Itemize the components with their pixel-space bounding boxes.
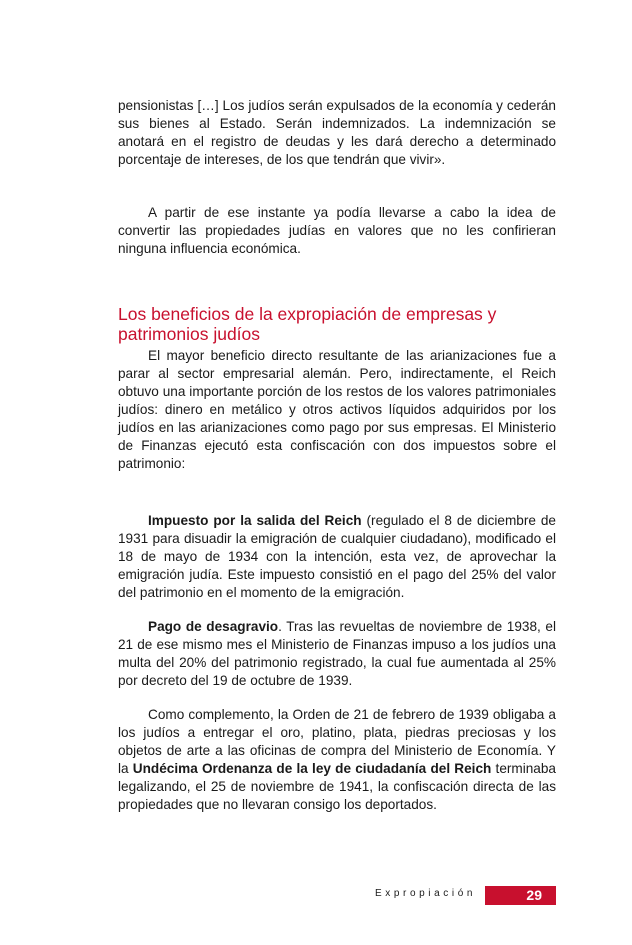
paragraph-conversion: A partir de ese instante ya podía llevarse a cabo la idea de convertir las propiedades judías en valores que no les confirieran ninguna influencia económica. [118,205,556,256]
page-number-badge [485,886,556,905]
paragraph-complement [118,706,556,814]
paragraph-benefits: El mayor beneficio directo resultante de las arianizaciones fue a parar al sector empresarial alemán. Pero, indirectamente, el Reich obtuvo una importante porción de los restos de los valores patrimoniales judíos: dinero en metálico y otros activos líquidos adquiridos por los judíos en las arianizaciones como pago por sus empresas. El Ministerio de Finanzas ejecutó esta confiscación con dos impuestos sobre el patrimonio: [118,348,556,471]
term-eleventh-ordinance: Undécima Ordenanza de la ley de ciudadanía del Reich [132,761,492,776]
page-number: 29 [526,887,542,903]
section-heading: Los beneficios de la expropiación de empresas y patrimonios judíos [118,304,497,344]
paragraph-quote-end: pensionistas […] Los judíos serán expulsados de la economía y cederán sus bienes al Estado. Serán indemnizados. La indemnización se anotará en el registro de deudas y les dará derecho a determinado porcentaje de intereses, de los que tendrán que vivir». [118,98,556,167]
paragraph-atonement-payment [118,618,556,690]
term-atonement-payment: Pago de desagravio [148,619,279,634]
paragraph-text: terminaba legalizando, el 25 de noviembre de 1941, la confiscación directa de las propiedades que no llevaran consigo los deportados. [118,761,556,812]
paragraph-text: . Tras las revueltas de noviembre de 1938, el 21 de ese mismo mes el Ministerio de Finanzas impuso a los judíos una multa del 20% del patrimonio registrado, la cual fue aumentada al 25% por decreto del 19 de octubre de 1939. [118,619,556,688]
paragraph-reich-exit-tax [118,512,556,602]
paragraph-text: Como complemento, la Orden de 21 de febrero de 1939 obligaba a los judíos a entregar el oro, platino, plata, piedras preciosas y los objetos de arte a las oficinas de compra del Ministerio de Economía. Y la [118,707,556,776]
footer-section-label: Expropiación [375,888,477,899]
paragraph-text: (regulado el 8 de diciembre de 1931 para disuadir la emigración de cualquier ciudadano), modificado el 18 de mayo de 1934 con la intención, esta vez, de aprovechar la emigración judía. Este impuesto consistió en el pago del 25% del valor del patrimonio en el momento de la emigración. [118,513,556,600]
term-reich-exit-tax: Impuesto por la salida del Reich [148,513,362,528]
